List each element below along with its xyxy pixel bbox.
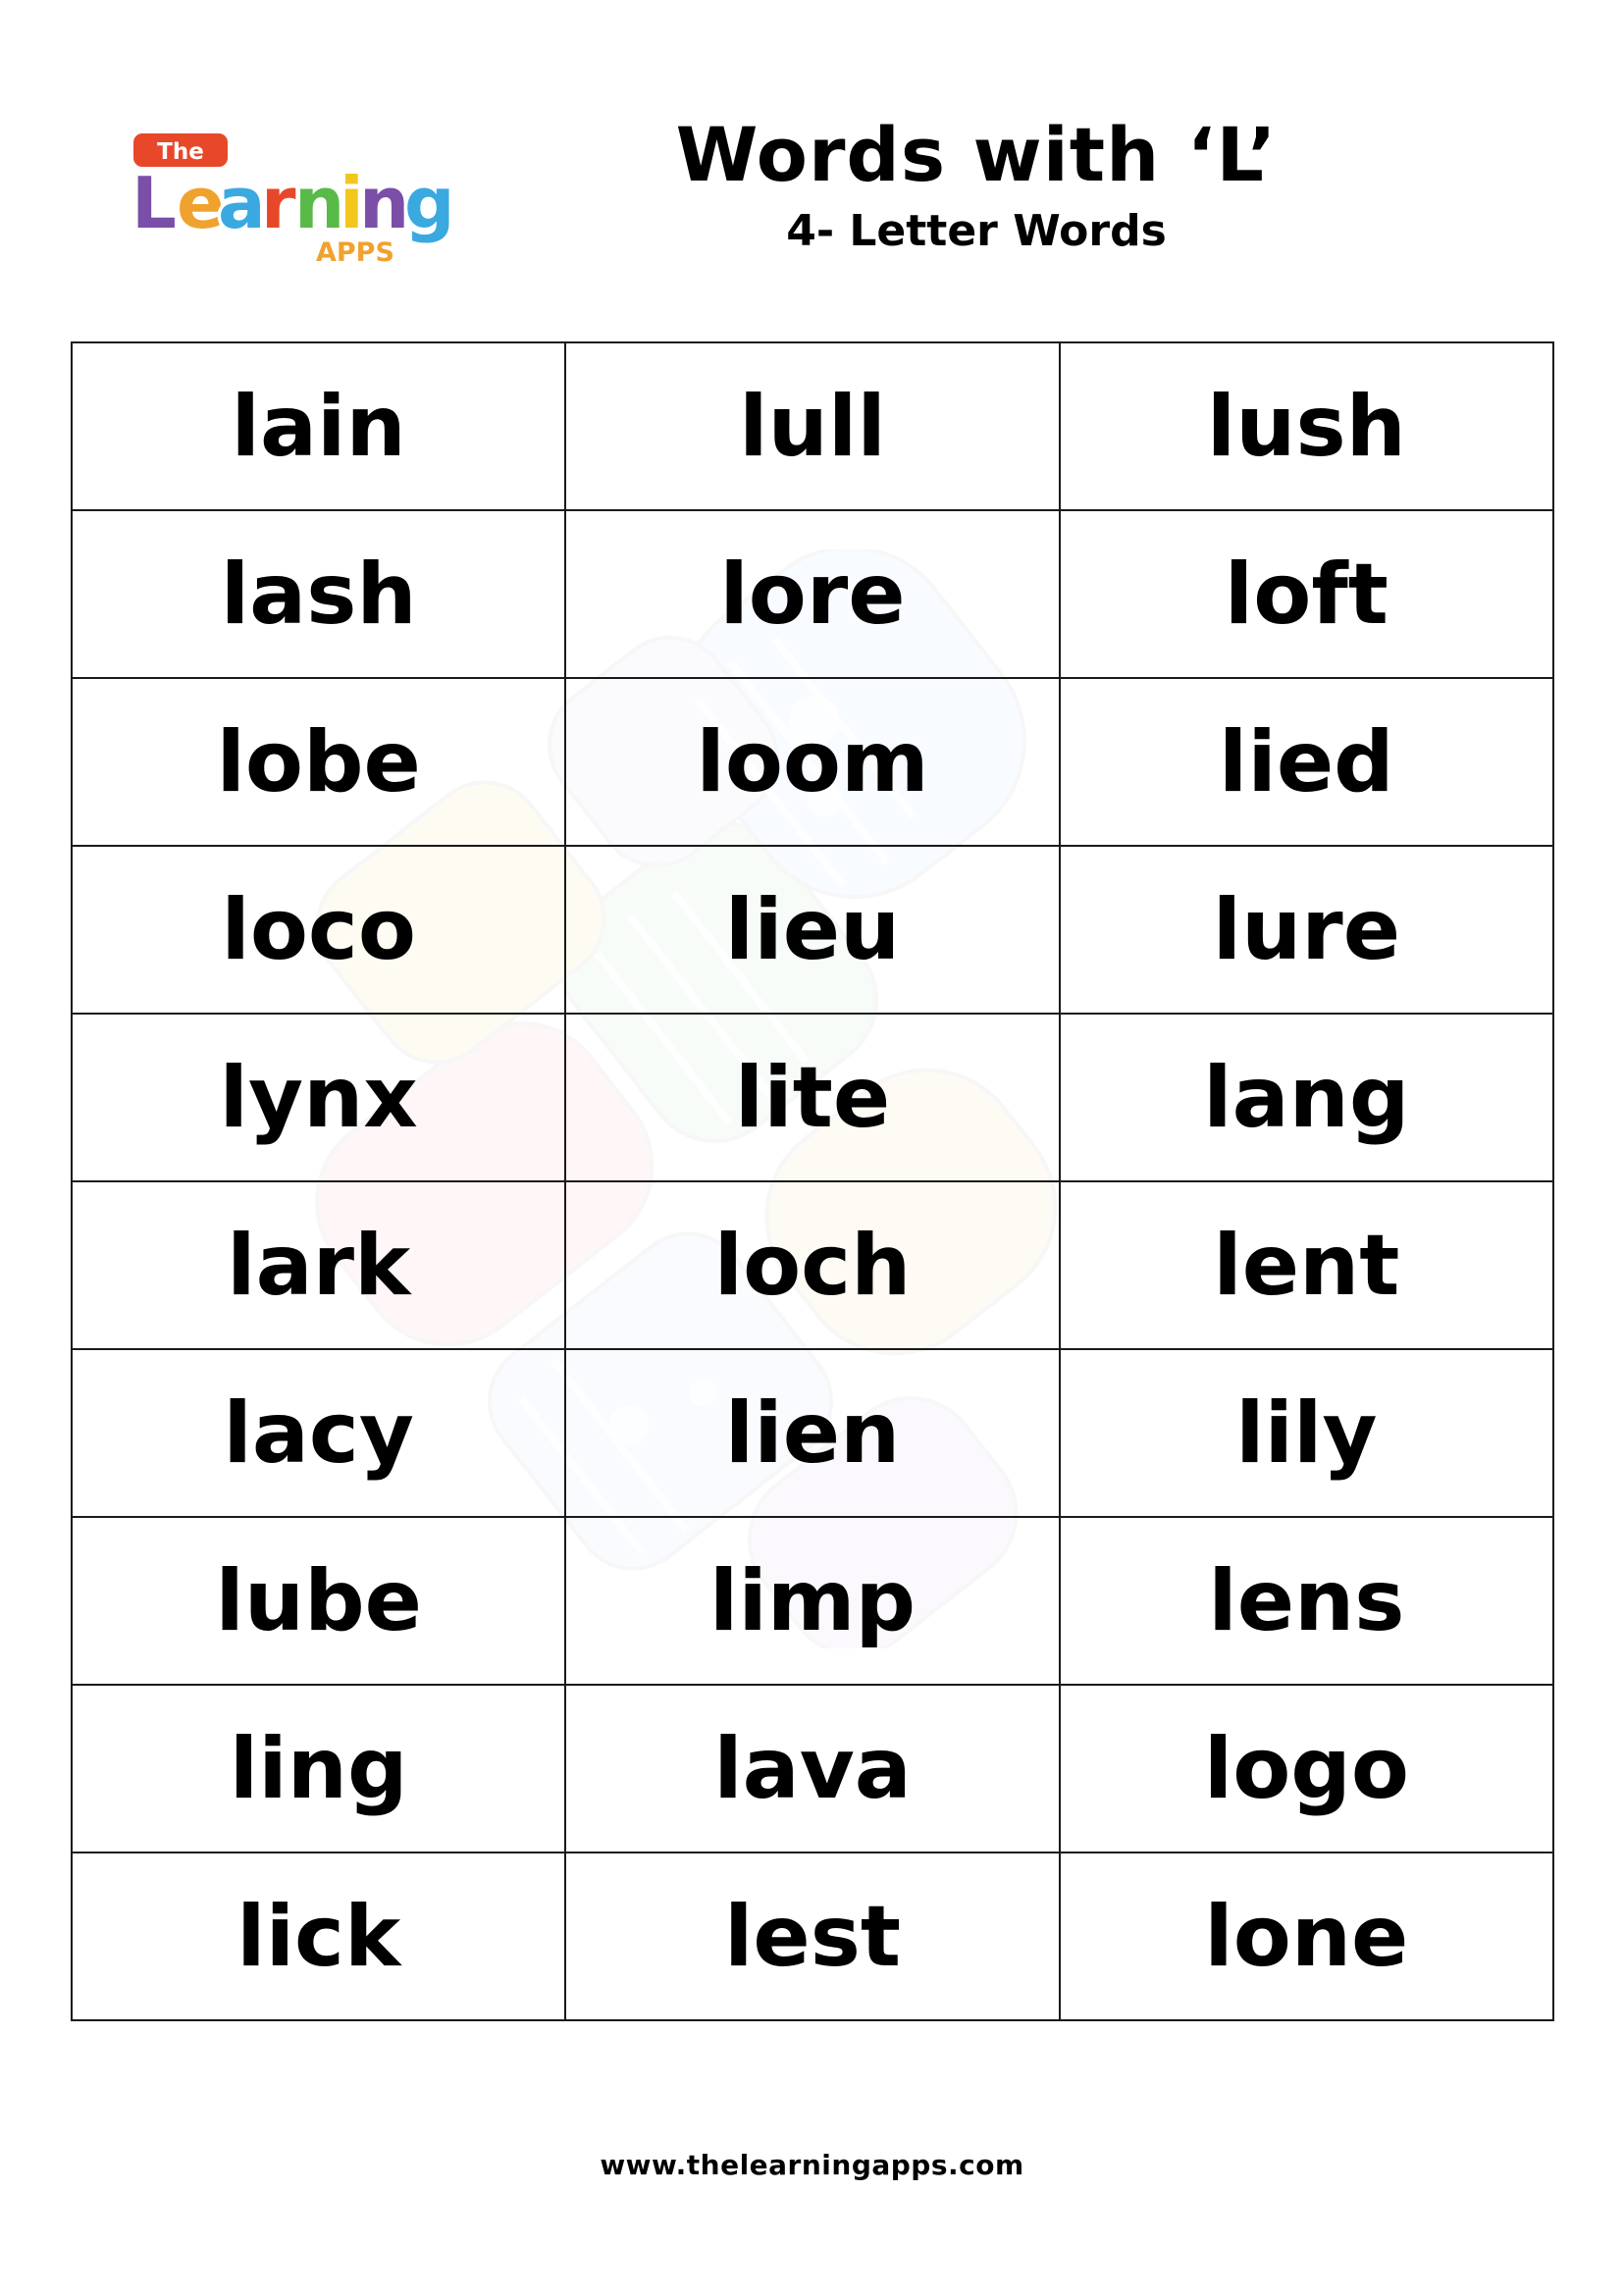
word-cell <box>565 510 1059 678</box>
word-text: lien <box>724 1383 901 1483</box>
word-text: lang <box>1203 1048 1410 1147</box>
word-text: loom <box>696 712 929 811</box>
word-text: lore <box>719 545 906 644</box>
word-text: lava <box>713 1719 912 1818</box>
table-row <box>72 1181 1553 1349</box>
brand-logo <box>106 118 489 280</box>
svg-text:L: L <box>131 162 177 244</box>
word-cell <box>1060 1517 1553 1685</box>
word-cell <box>565 1014 1059 1181</box>
word-cell <box>565 846 1059 1014</box>
word-cell <box>72 1014 565 1181</box>
word-text: lens <box>1208 1551 1405 1650</box>
word-cell <box>72 1517 565 1685</box>
svg-text:g: g <box>404 162 455 244</box>
word-cell <box>565 342 1059 510</box>
word-cell <box>72 1852 565 2020</box>
word-text: loco <box>221 880 416 979</box>
word-cell <box>565 1181 1059 1349</box>
table-row <box>72 1517 1553 1685</box>
word-cell <box>565 1349 1059 1517</box>
word-cell <box>1060 678 1553 846</box>
svg-text:The: The <box>157 139 204 165</box>
words-table-wrapper <box>71 341 1554 2021</box>
word-text: lain <box>231 377 406 476</box>
table-row <box>72 678 1553 846</box>
table-row <box>72 510 1553 678</box>
svg-text:a: a <box>218 162 266 244</box>
word-cell <box>1060 342 1553 510</box>
word-cell <box>72 678 565 846</box>
word-text: lacy <box>223 1383 414 1483</box>
title-block <box>461 108 1492 261</box>
word-cell <box>1060 1852 1553 2020</box>
word-cell <box>72 1349 565 1517</box>
svg-text:APPS: APPS <box>316 237 394 268</box>
svg-text:r: r <box>261 162 296 244</box>
page-subtitle: 4- Letter Words <box>786 206 1167 256</box>
svg-text:e: e <box>177 162 225 244</box>
word-text: lent <box>1213 1216 1400 1315</box>
svg-text:n: n <box>294 162 345 244</box>
word-text: lash <box>220 545 417 644</box>
word-text: lark <box>227 1216 411 1315</box>
word-text: lube <box>215 1551 422 1650</box>
word-text: loch <box>713 1216 912 1315</box>
table-row <box>72 342 1553 510</box>
word-cell <box>565 1517 1059 1685</box>
word-text: lest <box>723 1887 902 1986</box>
word-text: logo <box>1203 1719 1409 1818</box>
word-text: lily <box>1235 1383 1378 1483</box>
words-table <box>71 341 1554 2021</box>
word-text: lied <box>1218 712 1394 811</box>
table-row <box>72 1349 1553 1517</box>
svg-text:n: n <box>359 162 410 244</box>
table-row <box>72 846 1553 1014</box>
page-title: Words with ‘L’ <box>675 111 1278 198</box>
word-cell <box>72 846 565 1014</box>
word-cell <box>1060 1685 1553 1852</box>
word-cell <box>72 342 565 510</box>
word-text: lure <box>1212 880 1401 979</box>
word-text: lick <box>236 1887 401 1986</box>
website-url[interactable]: www.thelearningapps.com <box>600 2149 1024 2181</box>
word-text: lynx <box>219 1048 418 1147</box>
word-text: lush <box>1206 377 1406 476</box>
word-text: loft <box>1224 545 1388 644</box>
word-text: limp <box>708 1551 917 1650</box>
word-text: lobe <box>216 712 421 811</box>
page-footer <box>0 2149 1624 2181</box>
word-cell <box>565 1852 1059 2020</box>
word-cell <box>1060 1181 1553 1349</box>
table-row <box>72 1852 1553 2020</box>
word-cell <box>1060 1349 1553 1517</box>
word-cell <box>1060 510 1553 678</box>
word-text: lite <box>734 1048 891 1147</box>
word-cell <box>565 678 1059 846</box>
word-cell <box>1060 1014 1553 1181</box>
word-text: lone <box>1204 1887 1409 1986</box>
page-header <box>0 108 1624 334</box>
word-cell <box>565 1685 1059 1852</box>
table-row <box>72 1685 1553 1852</box>
table-row <box>72 1014 1553 1181</box>
word-cell <box>72 1685 565 1852</box>
word-text: ling <box>229 1719 408 1818</box>
word-text: lull <box>739 377 886 476</box>
word-text: lieu <box>724 880 901 979</box>
svg-text:i: i <box>340 162 364 244</box>
word-cell <box>1060 846 1553 1014</box>
word-cell <box>72 1181 565 1349</box>
word-cell <box>72 510 565 678</box>
